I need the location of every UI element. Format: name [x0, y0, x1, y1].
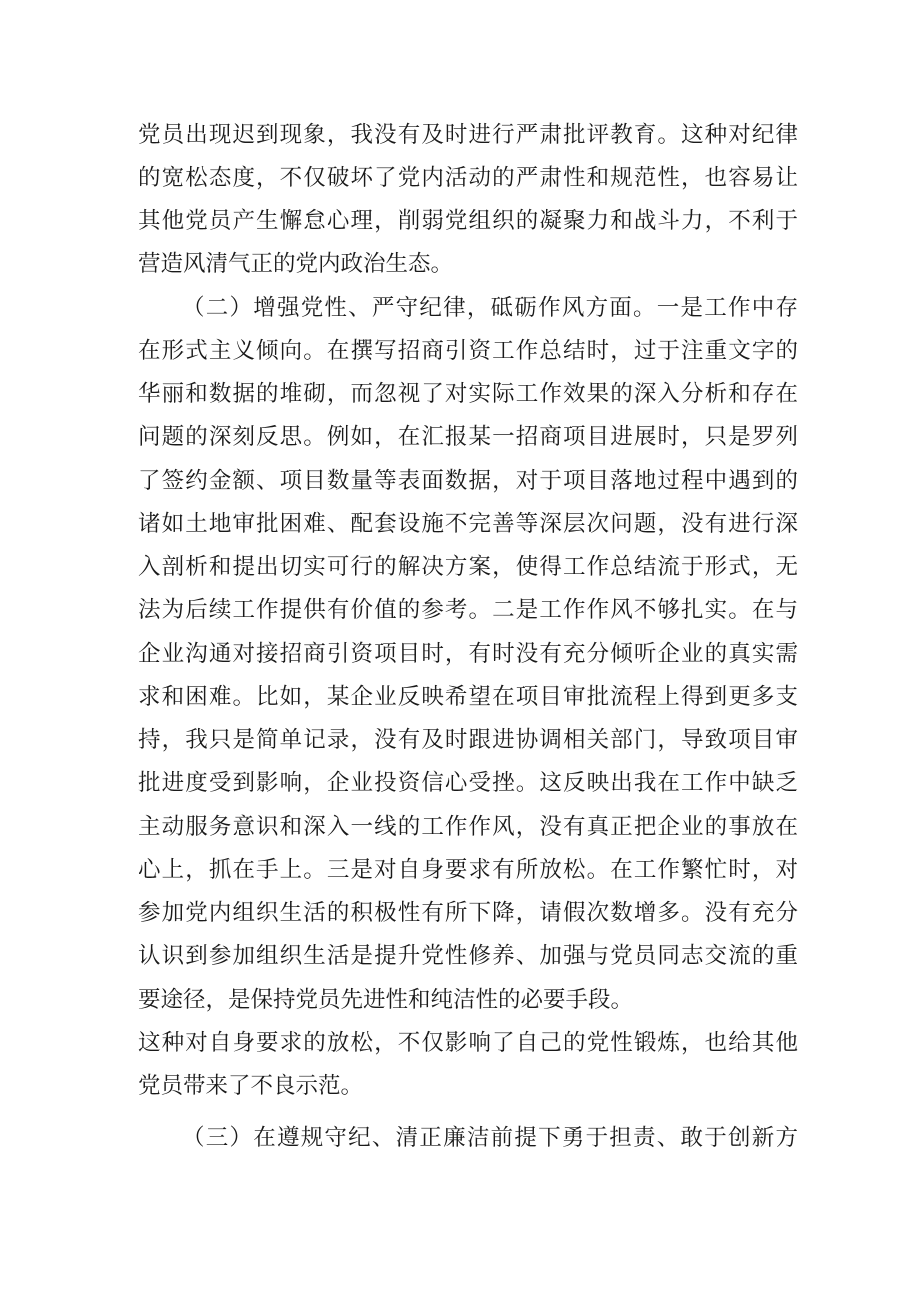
paragraph-2-line-13: 主动服务意识和深入一线的工作作风，没有真正把企业的事放在 — [138, 814, 798, 840]
paragraph-2-line-12: 批进度受到影响，企业投资信心受挫。这反映出我在工作中缺乏 — [138, 770, 798, 796]
paragraph-2-line-10: 求和困难。比如，某企业反映希望在项目审批流程上得到更多支 — [138, 684, 798, 710]
paragraph-3-line-1: 这种对自身要求的放松，不仅影响了自己的党性锻炼，也给其他 — [138, 1030, 798, 1056]
paragraph-2-line-5: 了签约金额、项目数量等表面数据，对于项目落地过程中遇到的 — [138, 468, 798, 494]
paragraph-2-line-1: （二）增强党性、严守纪律，砥砺作风方面。一是工作中存 — [182, 295, 798, 321]
paragraph-1-line-4: 营造风清气正的党内政治生态。 — [138, 251, 454, 277]
paragraph-2-line-11: 持，我只是简单记录，没有及时跟进协调相关部门，导致项目审 — [138, 727, 798, 753]
paragraph-2-line-4: 问题的深刻反思。例如，在汇报某一招商项目进展时，只是罗列 — [138, 424, 798, 450]
section-3-heading-line: （三）在遵规守纪、清正廉洁前提下勇于担责、敢于创新方 — [182, 1125, 798, 1151]
paragraph-2-line-3: 华丽和数据的堆砌，而忽视了对实际工作效果的深入分析和存在 — [138, 381, 798, 407]
paragraph-1-line-3: 其他党员产生懈怠心理，削弱党组织的凝聚力和战斗力，不利于 — [138, 208, 798, 234]
paragraph-2-line-2: 在形式主义倾向。在撰写招商引资工作总结时，过于注重文字的 — [138, 338, 798, 364]
paragraph-2-line-7: 入剖析和提出切实可行的解决方案，使得工作总结流于形式，无 — [138, 554, 798, 580]
paragraph-2-line-8: 法为后续工作提供有价值的参考。二是工作作风不够扎实。在与 — [138, 597, 798, 623]
paragraph-2-line-9: 企业沟通对接招商引资项目时，有时没有充分倾听企业的真实需 — [138, 641, 798, 667]
paragraph-1-line-1: 党员出现迟到现象，我没有及时进行严肃批评教育。这种对纪律 — [138, 122, 798, 148]
paragraph-2-line-17: 要途径，是保持党员先进性和纯洁性的必要手段。 — [138, 987, 634, 1013]
paragraph-1-line-2: 的宽松态度，不仅破坏了党内活动的严肃性和规范性，也容易让 — [138, 165, 798, 191]
paragraph-2-line-15: 参加党内组织生活的积极性有所下降，请假次数增多。没有充分 — [138, 900, 798, 926]
paragraph-2-line-14: 心上，抓在手上。三是对自身要求有所放松。在工作繁忙时，对 — [138, 857, 798, 883]
paragraph-3-line-2: 党员带来了不良示范。 — [138, 1073, 364, 1099]
paragraph-2-line-16: 认识到参加组织生活是提升党性修养、加强与党员同志交流的重 — [138, 943, 798, 969]
paragraph-2-line-6: 诸如土地审批困难、配套设施不完善等深层次问题，没有进行深 — [138, 511, 798, 537]
